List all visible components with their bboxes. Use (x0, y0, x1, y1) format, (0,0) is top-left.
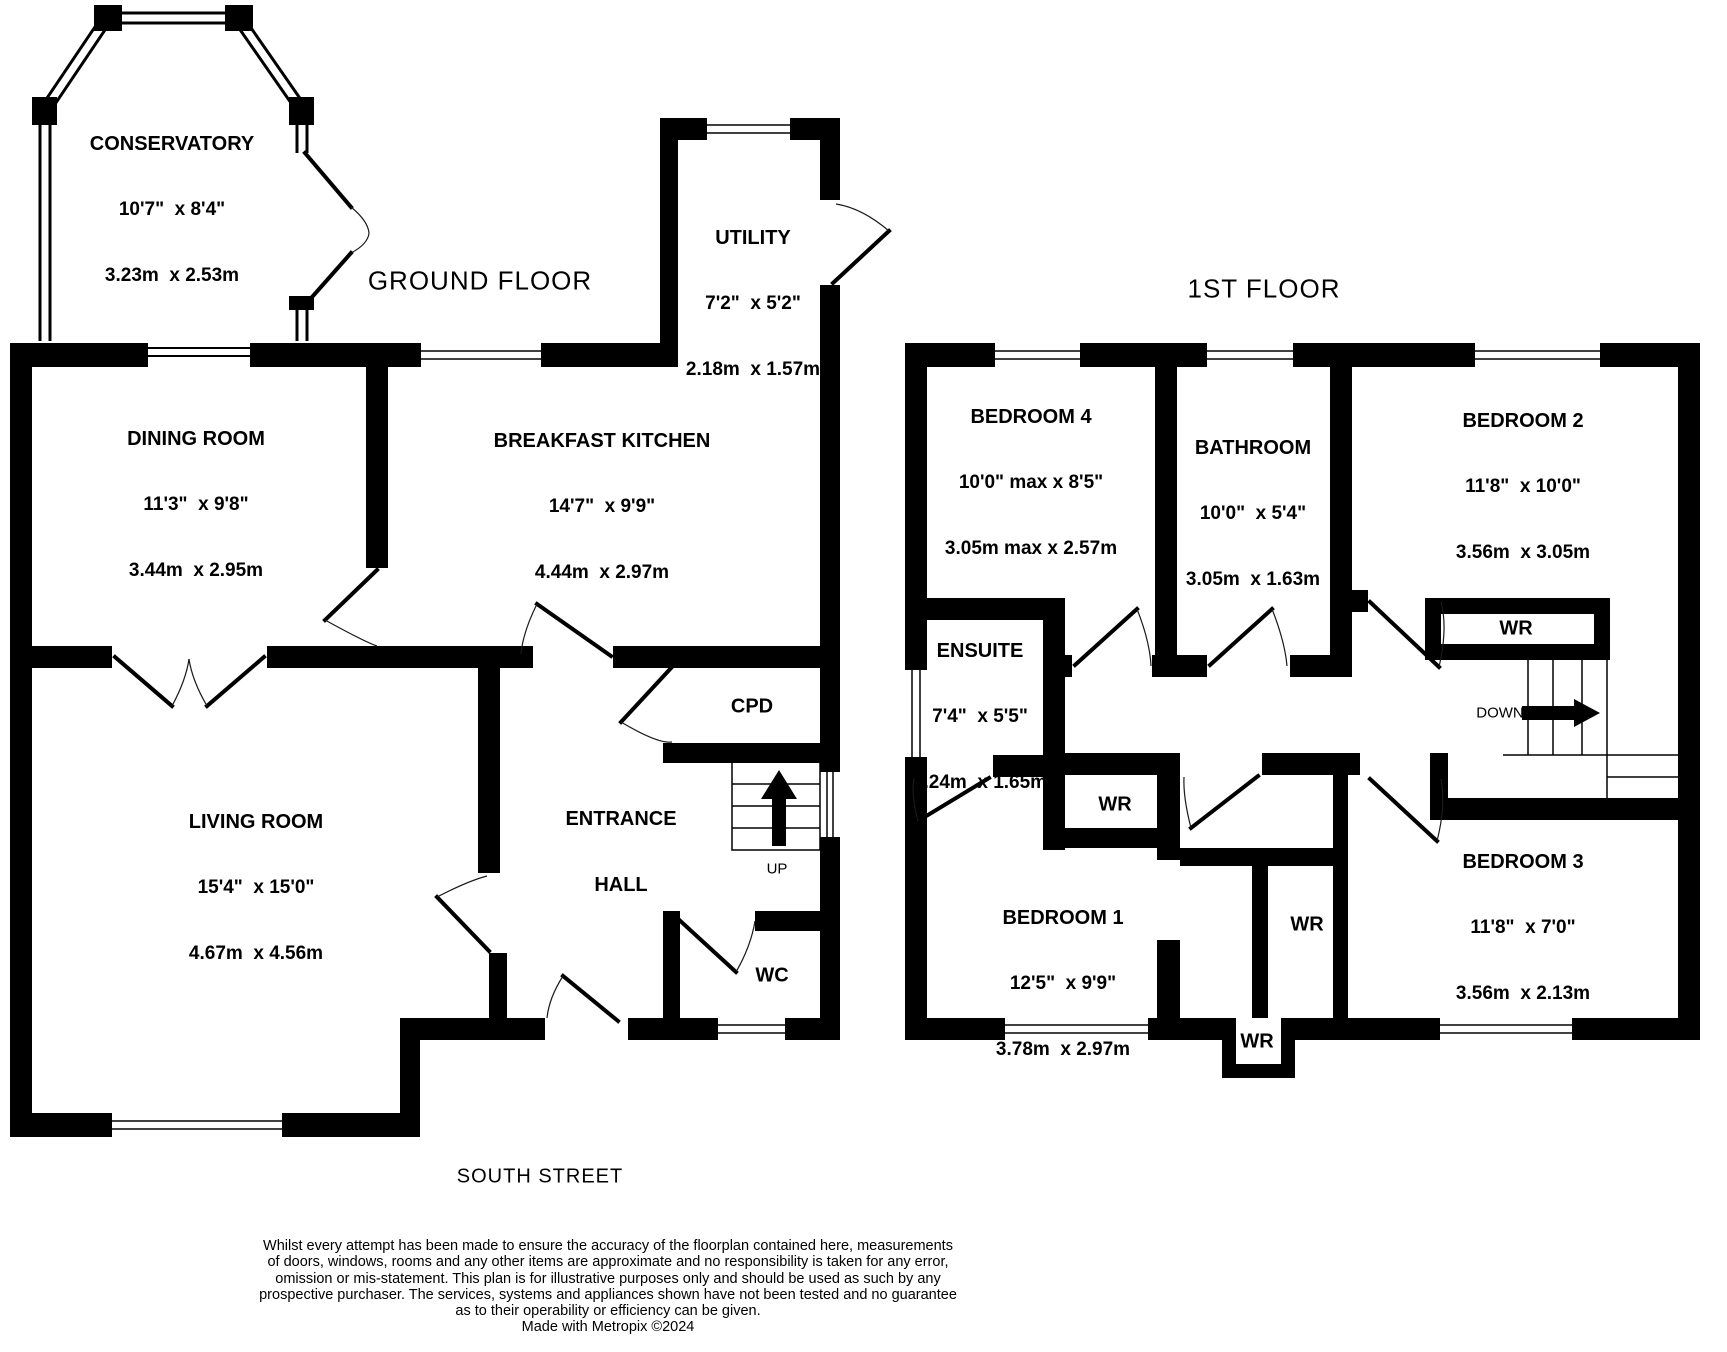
room-label-bedroom-1: BEDROOM 1 12'5" x 9'9" 3.78m x 2.97m (995, 907, 1131, 1060)
room-label-dining-room: DINING ROOM 11'3" x 9'8" 3.44m x 2.95m (127, 428, 265, 581)
room-label-breakfast-kitchen: BREAKFAST KITCHEN 14'7" x 9'9" 4.44m x 2.97m (493, 430, 711, 583)
room-label-wc: WC (755, 964, 789, 987)
staircase-down (1503, 660, 1700, 798)
stairs-up-label: UP (766, 860, 788, 878)
disclaimer-line: of doors, windows, rooms and any other items are approximate and no responsibility is taken for any error, (267, 1254, 949, 1271)
wardrobe-label-3: WR (1290, 913, 1324, 936)
disclaimer-line: prospective purchaser. The services, systems and appliances shown have not been tested and no guarantee (259, 1286, 957, 1303)
staircase-up (732, 762, 820, 850)
street-name: SOUTH STREET (456, 1165, 624, 1188)
room-label-cpd: CPD (730, 695, 774, 718)
wardrobe-label-1: WR (1098, 793, 1132, 816)
room-label-conservatory: CONSERVATORY 10'7" x 8'4" 3.23m x 2.53m (89, 133, 255, 286)
disclaimer-line: as to their operability or efficiency can be given. (455, 1303, 761, 1320)
down-arrow-icon (1522, 699, 1600, 727)
room-label-bathroom: BATHROOM 10'0" x 5'4" 3.05m x 1.63m (1185, 437, 1321, 590)
room-label-utility: UTILITY 7'2" x 5'2" 2.18m x 1.57m (685, 227, 821, 380)
wardrobe-label-4: WR (1240, 1030, 1274, 1053)
disclaimer-text (218, 1238, 998, 1336)
room-label-ensuite: ENSUITE 7'4" x 5'5" 2.24m x 1.65m (912, 640, 1048, 793)
room-label-entrance-hall: ENTRANCE HALL (565, 808, 677, 896)
room-label-bedroom-4: BEDROOM 4 10'0" max x 8'5" 3.05m max x 2.57m (944, 406, 1118, 559)
room-label-bedroom-3: BEDROOM 3 11'8" x 7'0" 3.56m x 2.13m (1455, 851, 1591, 1004)
stairs-down-label: DOWN (1476, 704, 1524, 722)
room-label-living-room: LIVING ROOM 15'4" x 15'0" 4.67m x 4.56m (188, 811, 324, 964)
disclaimer-line: Whilst every attempt has been made to ensure the accuracy of the floorplan contained here, measurements (263, 1238, 953, 1254)
metropix-credit: Made with Metropix ©2024 (521, 1319, 695, 1336)
up-arrow-icon (761, 770, 797, 846)
ground-floor-title: GROUND FLOOR (367, 265, 593, 296)
disclaimer-line: omission or mis-statement. This plan is for illustrative purposes only and should be used as such by any (275, 1270, 941, 1287)
wardrobe-label-2: WR (1499, 617, 1533, 640)
room-label-bedroom-2: BEDROOM 2 11'8" x 10'0" 3.56m x 3.05m (1455, 410, 1591, 563)
first-floor-title: 1ST FLOOR (1187, 273, 1341, 304)
